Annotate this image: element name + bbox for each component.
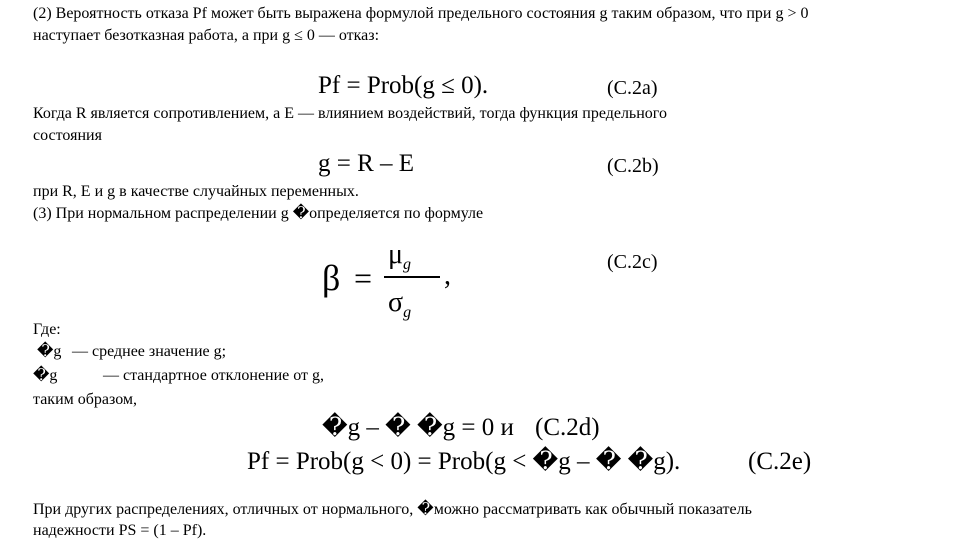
equation-c2b-number: (C.2b) — [607, 155, 659, 177]
mu-definition-symbol: �g — [37, 343, 62, 360]
beta-symbol: β — [322, 258, 341, 298]
mu-symbol: μ — [388, 239, 404, 270]
equation-c2e: Pf = Prob(g < 0) = Prob(g < �g – � �g). — [247, 448, 681, 475]
equals-sign: = — [354, 260, 373, 296]
definitions-heading: Где: — [33, 321, 61, 338]
text-line-state: состояния — [33, 127, 102, 144]
fraction-numerator — [388, 240, 411, 280]
equation-c2e-number: (C.2e) — [748, 448, 812, 475]
text-line-normal-dist: (3) При нормальном распределении g �определяется по формуле — [33, 205, 484, 222]
equation-c2c-number: (C.2c) — [607, 251, 658, 273]
outro-line-1: При других распределениях, отличных от нормального, �можно рассматривать как обычный показатель — [33, 501, 752, 518]
equation-c2c — [318, 239, 451, 321]
equation-c2a: Pf = Prob(g ≤ 0). — [318, 72, 489, 99]
equation-c2d-number: (C.2d) — [535, 414, 600, 441]
sigma-definition-symbol: �g — [33, 367, 58, 384]
sigma-symbol: σ — [388, 287, 404, 318]
sigma-definition-text: — стандартное отклонение от g, — [103, 367, 325, 384]
equation-c2d: �g – � �g = 0 и — [322, 414, 514, 441]
intro-line-1: (2) Вероятность отказа Pf может быть выражена формулой предельного состояния g таким образом, что при g > 0 — [33, 5, 809, 22]
text-line-resistance: Когда R является сопротивлением, а E — влиянием воздействий, тогда функция предельного — [33, 105, 667, 122]
equation-comma: , — [444, 260, 451, 291]
numerator-subscript: g — [403, 256, 412, 273]
fraction-bar — [384, 276, 440, 278]
intro-line-2: наступает безотказная работа, а при g ≤ 0 — отказ: — [33, 27, 380, 44]
outro-line-2: надежности PS = (1 – Pf). — [33, 522, 207, 539]
equation-c2a-number: (C.2a) — [607, 77, 658, 99]
denominator-subscript: g — [403, 304, 412, 321]
equation-c2b: g = R – E — [318, 150, 415, 177]
text-line-random-vars: при R, E и g в качестве случайных переменных. — [33, 183, 359, 200]
fraction-denominator — [388, 288, 411, 328]
mu-definition-text: — среднее значение g; — [72, 343, 227, 360]
text-line-thus: таким образом, — [33, 391, 138, 408]
